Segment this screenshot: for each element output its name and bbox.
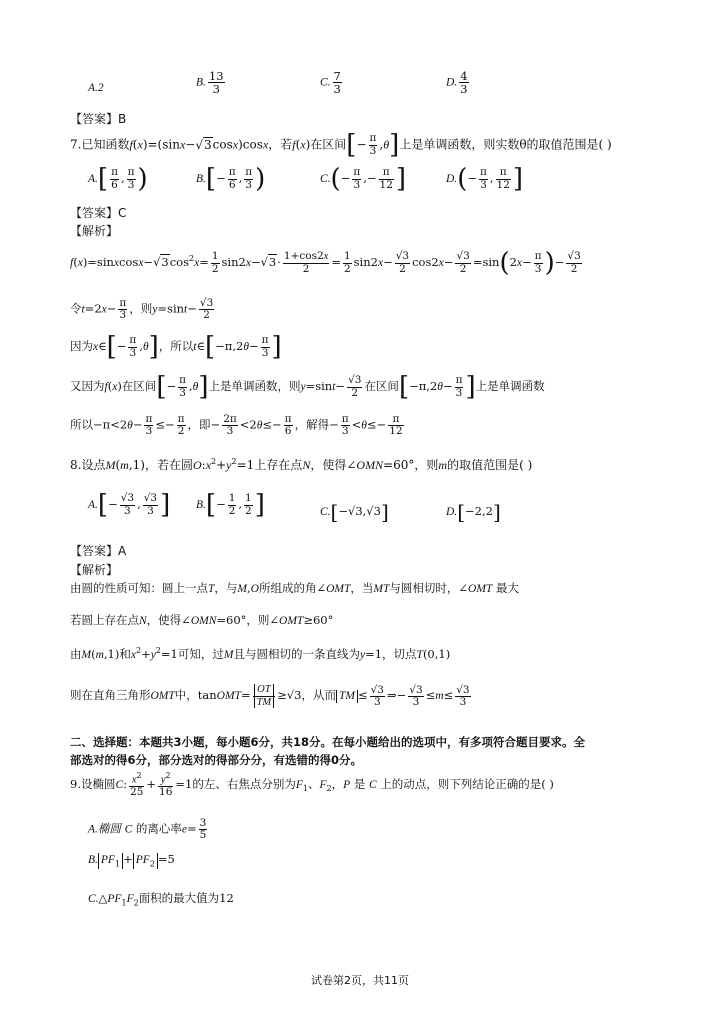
q9-option-a: A.椭圆 C 的离心率e= $\frac{3}{5}$ (88, 817, 207, 842)
section-2-header-line-2: 部选对的得6分，部分选对的得部分分，有选错的得0分。 (70, 753, 363, 767)
q8-answer: 【答案】A (70, 544, 127, 558)
q7-derivation-5: 所以−π<2θ− $\frac{\pi}{3}$ ≤− $\frac{\pi}{2}$ ，即− $\frac{2\pi}{3}$ <2θ≤− $\frac{\pi}{6}$ ，解得− $\frac{\pi}{3}$ <θ≤− $\frac{\pi}{12}$ (70, 413, 403, 438)
q8-analysis-label: 【解析】 (70, 563, 119, 577)
q7-option-d: D.(− $\frac{\pi}{3}$ , $\frac{\pi}{12}$ ] (446, 164, 524, 194)
q8-analysis-2: 若圆上存在点N，使得∠OMN=60°，则∠OMT≥60° (70, 613, 334, 627)
q8-analysis-4: 则在直角三角形OMT中，tanOMT= $\frac{OT}{TM}$ ≥√3，从而 TM ≤ $\frac{√3}{3}$ ⇒− $\frac{√3}{3}$ ≤m≤ $\frac{√3}{3}$ (70, 683, 470, 708)
q6-option-a: A.2 (88, 82, 104, 94)
q6-option-c: C. $\frac{7}{3}$ (320, 69, 341, 97)
q7-answer: 【答案】C (70, 206, 127, 220)
q7-stem: 7.已知函数f(x)=(sinx−√3cosx)cosx，若f(x)在区间[− $\frac{\pi}{3}$ ,θ]上是单调函数，则实数θ的取值范围是( ) (70, 130, 612, 160)
q8-option-a: A.[− $\frac{√3}{3}$ , $\frac{√3}{3}$ ] (88, 490, 171, 520)
q8-option-c: C.[−√3,√3] (320, 500, 389, 524)
q8-option-d: D.[−2,2] (446, 500, 501, 524)
q7-derivation-4: 又因为f(x)在区间[− $\frac{\pi}{3}$ ,θ]上是单调函数，则y=sint− $\frac{√3}{2}$ 在区间[−π,2θ− $\frac{\pi}{3}$ ]上是单调函数 (70, 372, 545, 402)
q6-answer: 【答案】B (70, 112, 127, 126)
q6-option-b: B. $\frac{13}{3}$ (196, 69, 224, 97)
q9-option-b: B. $PF_1 + PF_2 =5$ (88, 852, 175, 869)
section-2-header-line-1: 二、选择题：本题共3小题，每小题6分，共18分。在每小题给出的选项中，有多项符合题目要求。全 (70, 735, 586, 749)
q8-stem: 8.设点M(m,1)，若在圆$O:x^2+y^2=1$上存在点N，使得∠OMN=60°，则m的取值范围是( ) (70, 457, 533, 472)
q6-option-d: D. $\frac{4}{3}$ (446, 69, 468, 97)
q8-analysis-3: 由M(m,1)和$x^2+y^2=1$可知，过M且与圆相切的一条直线为y=1，切点T(0,1) (70, 646, 451, 661)
q7-option-b: B.[− $\frac{\pi}{6}$ , $\frac{\pi}{3}$ ) (196, 164, 266, 194)
q7-option-c: C.(− $\frac{\pi}{3}$ ,− $\frac{\pi}{12}$ ] (320, 164, 407, 194)
q7-derivation-3: 因为x∈[− $\frac{\pi}{3}$ ,θ]，所以t∈[−π,2θ− $\frac{\pi}{3}$ ] (70, 332, 282, 362)
q7-option-a: A.[ $\frac{\pi}{6}$ , $\frac{\pi}{3}$ ) (88, 164, 148, 194)
q8-option-b: B.[− $\frac{1}{2}$ , $\frac{1}{2}$ ] (196, 490, 265, 520)
q9-option-c: $C.\triangle PF_1F_2$面积的最大值为12 (88, 891, 234, 908)
q7-analysis-label: 【解析】 (70, 224, 119, 238)
q7-derivation-2: 令t=2x− $\frac{\pi}{3}$ ，则y=sint− $\frac{√3}{2}$ (70, 297, 214, 322)
page-footer: 试卷第2页，共11页 (311, 974, 409, 987)
q9-stem: 9.设椭圆C: $\frac{x^2}{25}$ + $\frac{y^2}{16}$ =1的左、右焦点分别为$F_1$、$F_2$，P 是 C 上的动点，则下列结论正确的是( ) (70, 771, 554, 798)
q7-derivation-1: $f(x)=sinxcosx-√3\cos^2x=$ $\frac{1}{2}$ sin2x−√3· $\frac{1+\cos 2x}{2}$ = $\frac{1}{2}$ sin2x− $\frac{√3}{2}$ cos2x− $\frac{√3}{2}$ =sin(2x− $\frac{\pi}{3}$ )− $\frac{√3}{2}$ (70, 248, 581, 278)
q8-analysis-1: 由圆的性质可知：圆上一点T，与M,O所组成的角∠OMT，当MT与圆相切时，∠OMT 最大 (70, 581, 519, 595)
